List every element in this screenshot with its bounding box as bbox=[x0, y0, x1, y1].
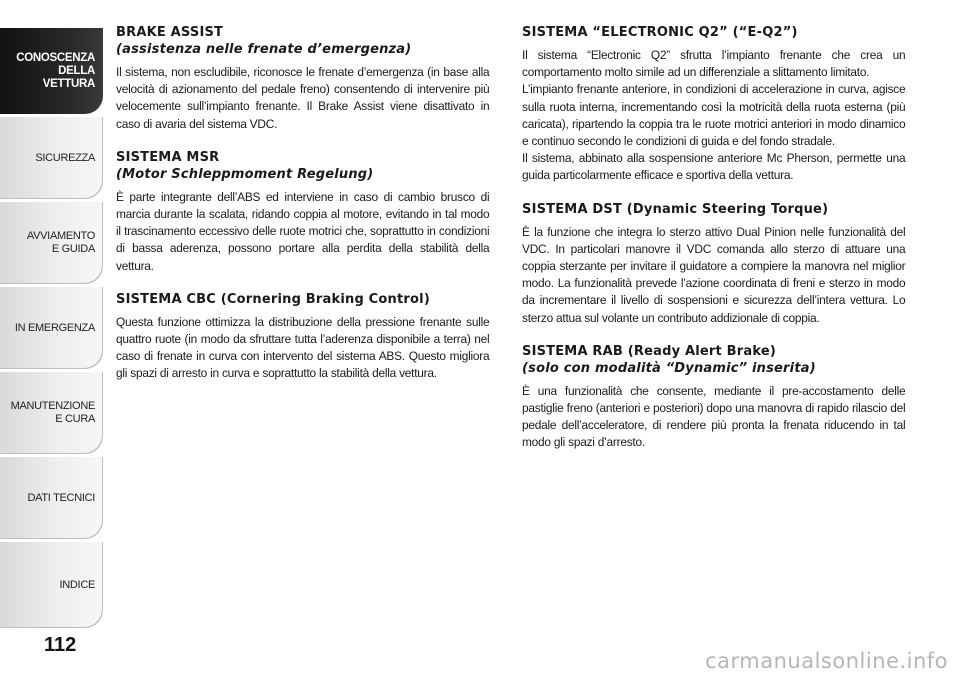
section-paragraph: Il sistema “Electronic Q2” sfrutta l’impianto frenante che crea un comportamento molto simile ad un differenziale a slittamento limitato. bbox=[522, 48, 906, 80]
section-heading bbox=[522, 24, 906, 41]
tab-label: SICUREZZA bbox=[35, 151, 95, 164]
section-paragraph: È la funzione che integra lo sterzo attivo Dual Pinion nelle funzionalità del VDC. In particolari manovre il VDC comanda allo sterzo di attuare una coppia sterzante per invitare il guidatore a compiere la manovra nel miglior modo. La funzionalità prevede l’azione coordinata di freni e sterzo in modo da incrementare il livello di sospensioni e sicurezza dell’intera vettura. Lo sterzo attua sul volante un contributo addizionale di coppia. bbox=[522, 224, 906, 325]
section-paragraph: Il sistema, abbinato alla sospensione anteriore Mc Pherson, permette una guida particolarmente efficace e sportiva della vettura. bbox=[522, 151, 906, 183]
tab-label: IN EMERGENZA bbox=[14, 321, 95, 334]
section-title: SISTEMA DST (Dynamic Steering Torque) bbox=[522, 201, 829, 217]
section-paragraph: È parte integrante dell’ABS ed interviene in caso di cambio brusco di marcia durante la scalata, ridando coppia al motore, evitando in tal modo il trascinamento eccessivo delle ruote motrici che, soprattutto in condizioni di bassa aderenza, possono portare alla perdita della stabilità della vettura. bbox=[116, 189, 490, 273]
tab-label: DATI TECNICI bbox=[27, 491, 95, 504]
section-paragraph: Il sistema, non escludibile, riconosce le frenate d’emergenza (in base alla velocità di azionamento del pedale freno) consentendo di intervenire più velocemente sull’impianto frenante. Il Brake Assist viene disattivato in caso di avaria del sistema VDC. bbox=[116, 65, 490, 131]
tab-indice[interactable] bbox=[0, 542, 103, 628]
tab-manutenzione-e-cura[interactable] bbox=[0, 372, 103, 454]
section-sistema-cbc bbox=[116, 291, 490, 383]
section-paragraph: È una funzionalità che consente, mediante il pre-accostamento delle pastiglie freno (anteriori e posteriori) dopo una manovra di rapido rilascio del pedale dell’acceleratore, di rendere più pronta la frenata riducendo in tal modo gli spazi d’arresto. bbox=[522, 383, 906, 450]
section-title: SISTEMA MSR bbox=[116, 149, 220, 165]
section-paragraph: Questa funzione ottimizza la distribuzione della pressione frenante sulle quattro ruote (in modo da sfruttare tutta l’aderenza disponibile a terra) nel caso di frenate in curva con intervento del sistema ABS. Questo migliora gli spazi di arresto in curva e soprattutto la stabilità della vettura. bbox=[116, 314, 490, 381]
tab-dati-tecnici[interactable] bbox=[0, 457, 103, 539]
section-heading bbox=[522, 343, 906, 377]
page-number: 112 bbox=[44, 634, 77, 656]
section-brake-assist bbox=[116, 24, 490, 133]
section-sistema-msr bbox=[116, 149, 490, 275]
section-heading bbox=[116, 149, 490, 183]
section-paragraph: L’impianto frenante anteriore, in condizioni di accelerazione in curva, agisce sulla ruota interna, incrementando così la motricità della ruota esterna (più caricata), ripartendo la coppia tra le ruote motrici anteriori in modo dinamico e continuo secondo le condizioni di guida e del fondo stradale. bbox=[522, 82, 906, 149]
left-column bbox=[116, 24, 490, 399]
section-title: SISTEMA CBC (Cornering Braking Control) bbox=[116, 291, 430, 307]
section-heading bbox=[116, 291, 490, 308]
tab-conoscenza-della-vettura[interactable] bbox=[0, 28, 103, 114]
tab-label: MANUTENZIONE E CURA bbox=[10, 400, 95, 425]
tab-label: AVVIAMENTO E GUIDA bbox=[26, 230, 95, 255]
section-sistema-rab bbox=[522, 343, 906, 452]
section-title: SISTEMA “ELECTRONIC Q2” (“E-Q2”) bbox=[522, 25, 798, 40]
section-heading bbox=[522, 201, 906, 218]
section-sistema-dst bbox=[522, 201, 906, 327]
section-heading bbox=[116, 24, 490, 58]
watermark: carmanualsonline.info bbox=[705, 649, 948, 673]
right-column bbox=[522, 24, 906, 468]
tab-in-emergenza[interactable] bbox=[0, 287, 103, 369]
section-title: SISTEMA RAB (Ready Alert Brake) bbox=[522, 343, 777, 359]
tab-label: CONOSCENZA DELLA VETTURA bbox=[16, 51, 95, 90]
section-subtitle: (solo con modalità “Dynamic” inserita) bbox=[522, 360, 816, 376]
section-title: BRAKE ASSIST bbox=[116, 25, 224, 40]
section-subtitle: (assistenza nelle frenate d’emergenza) bbox=[116, 42, 412, 57]
section-subtitle: (Motor Schleppmoment Regelung) bbox=[116, 166, 374, 182]
tab-sicurezza[interactable] bbox=[0, 117, 103, 199]
tab-avviamento-e-guida[interactable] bbox=[0, 202, 103, 284]
tab-label: INDICE bbox=[59, 578, 95, 591]
section-electronic-q2 bbox=[522, 24, 906, 185]
